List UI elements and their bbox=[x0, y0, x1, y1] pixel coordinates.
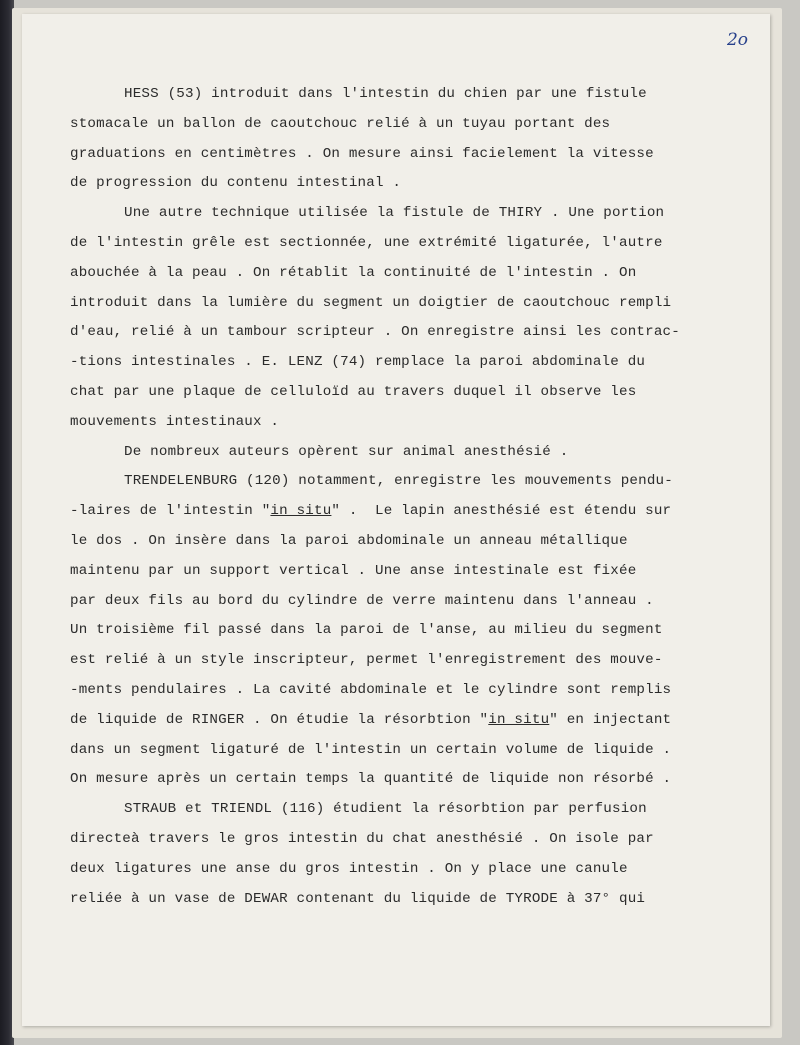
text-line: Une autre technique utilisée la fistule de THIRY . Une portion bbox=[124, 205, 665, 222]
text-line: de progression du contenu intestinal . bbox=[70, 175, 402, 192]
text-line: reliée à un vase de DEWAR contenant du liquide de TYRODE à 37° qui bbox=[70, 890, 646, 907]
text-segment: " en injectant bbox=[549, 711, 672, 728]
text-line: stomacale un ballon de caoutchouc relié à un tuyau portant des bbox=[70, 115, 611, 132]
text-line: -ments pendulaires . La cavité abdominale et le cylindre sont remplis bbox=[70, 681, 672, 698]
text-segment: de liquide de RINGER . On étudie la résorbtion " bbox=[70, 711, 489, 728]
text-line bbox=[70, 497, 740, 527]
typed-text-body bbox=[70, 80, 740, 914]
text-line: TRENDELENBURG (120) notamment, enregistre les mouvements pendu- bbox=[124, 473, 673, 490]
text-line: abouchée à la peau . On rétablit la continuité de l'intestin . On bbox=[70, 264, 637, 281]
text-line: -tions intestinales . E. LENZ (74) remplace la paroi abdominale du bbox=[70, 354, 646, 371]
text-line: deux ligatures une anse du gros intestin . On y place une canule bbox=[70, 860, 628, 877]
text-line: par deux fils au bord du cylindre de verre maintenu dans l'anneau . bbox=[70, 592, 654, 609]
text-line: Un troisième fil passé dans la paroi de l'anse, au milieu du segment bbox=[70, 622, 663, 639]
text-line: HESS (53) introduit dans l'intestin du chien par une fistule bbox=[124, 86, 647, 102]
text-line: dans un segment ligaturé de l'intestin un certain volume de liquide . bbox=[70, 741, 672, 758]
text-line: graduations en centimètres . On mesure ainsi facielement la vitesse bbox=[70, 145, 654, 162]
text-line: introduit dans la lumière du segment un doigtier de caoutchouc rempli bbox=[70, 294, 672, 311]
underlined-term: in situ bbox=[270, 503, 332, 520]
text-segment: -laires de l'intestin " bbox=[70, 503, 271, 520]
text-line: d'eau, relié à un tambour scripteur . On enregistre ainsi les contrac- bbox=[70, 324, 680, 341]
text-line: de l'intestin grêle est sectionnée, une extrémité ligaturée, l'autre bbox=[70, 234, 663, 251]
page-number: 2o bbox=[726, 30, 748, 50]
text-line: est relié à un style inscripteur, permet l'enregistrement des mouve- bbox=[70, 652, 663, 669]
text-line: De nombreux auteurs opèrent sur animal anesthésié . bbox=[124, 443, 569, 460]
text-line: le dos . On insère dans la paroi abdominale un anneau métallique bbox=[70, 532, 628, 549]
text-line: directeà travers le gros intestin du chat anesthésié . On isole par bbox=[70, 830, 654, 847]
text-line: maintenu par un support vertical . Une anse intestinale est fixée bbox=[70, 562, 637, 579]
text-line: On mesure après un certain temps la quantité de liquide non résorbé . bbox=[70, 771, 672, 788]
text-segment: " . Le lapin anesthésié est étendu sur bbox=[331, 503, 672, 520]
text-line bbox=[70, 706, 740, 736]
text-line: STRAUB et TRIENDL (116) étudient la résorbtion par perfusion bbox=[124, 801, 647, 818]
document-page bbox=[22, 14, 770, 1026]
text-line: chat par une plaque de celluloïd au travers duquel il observe les bbox=[70, 383, 637, 400]
text-line: mouvements intestinaux . bbox=[70, 413, 280, 430]
underlined-term: in situ bbox=[488, 711, 550, 728]
